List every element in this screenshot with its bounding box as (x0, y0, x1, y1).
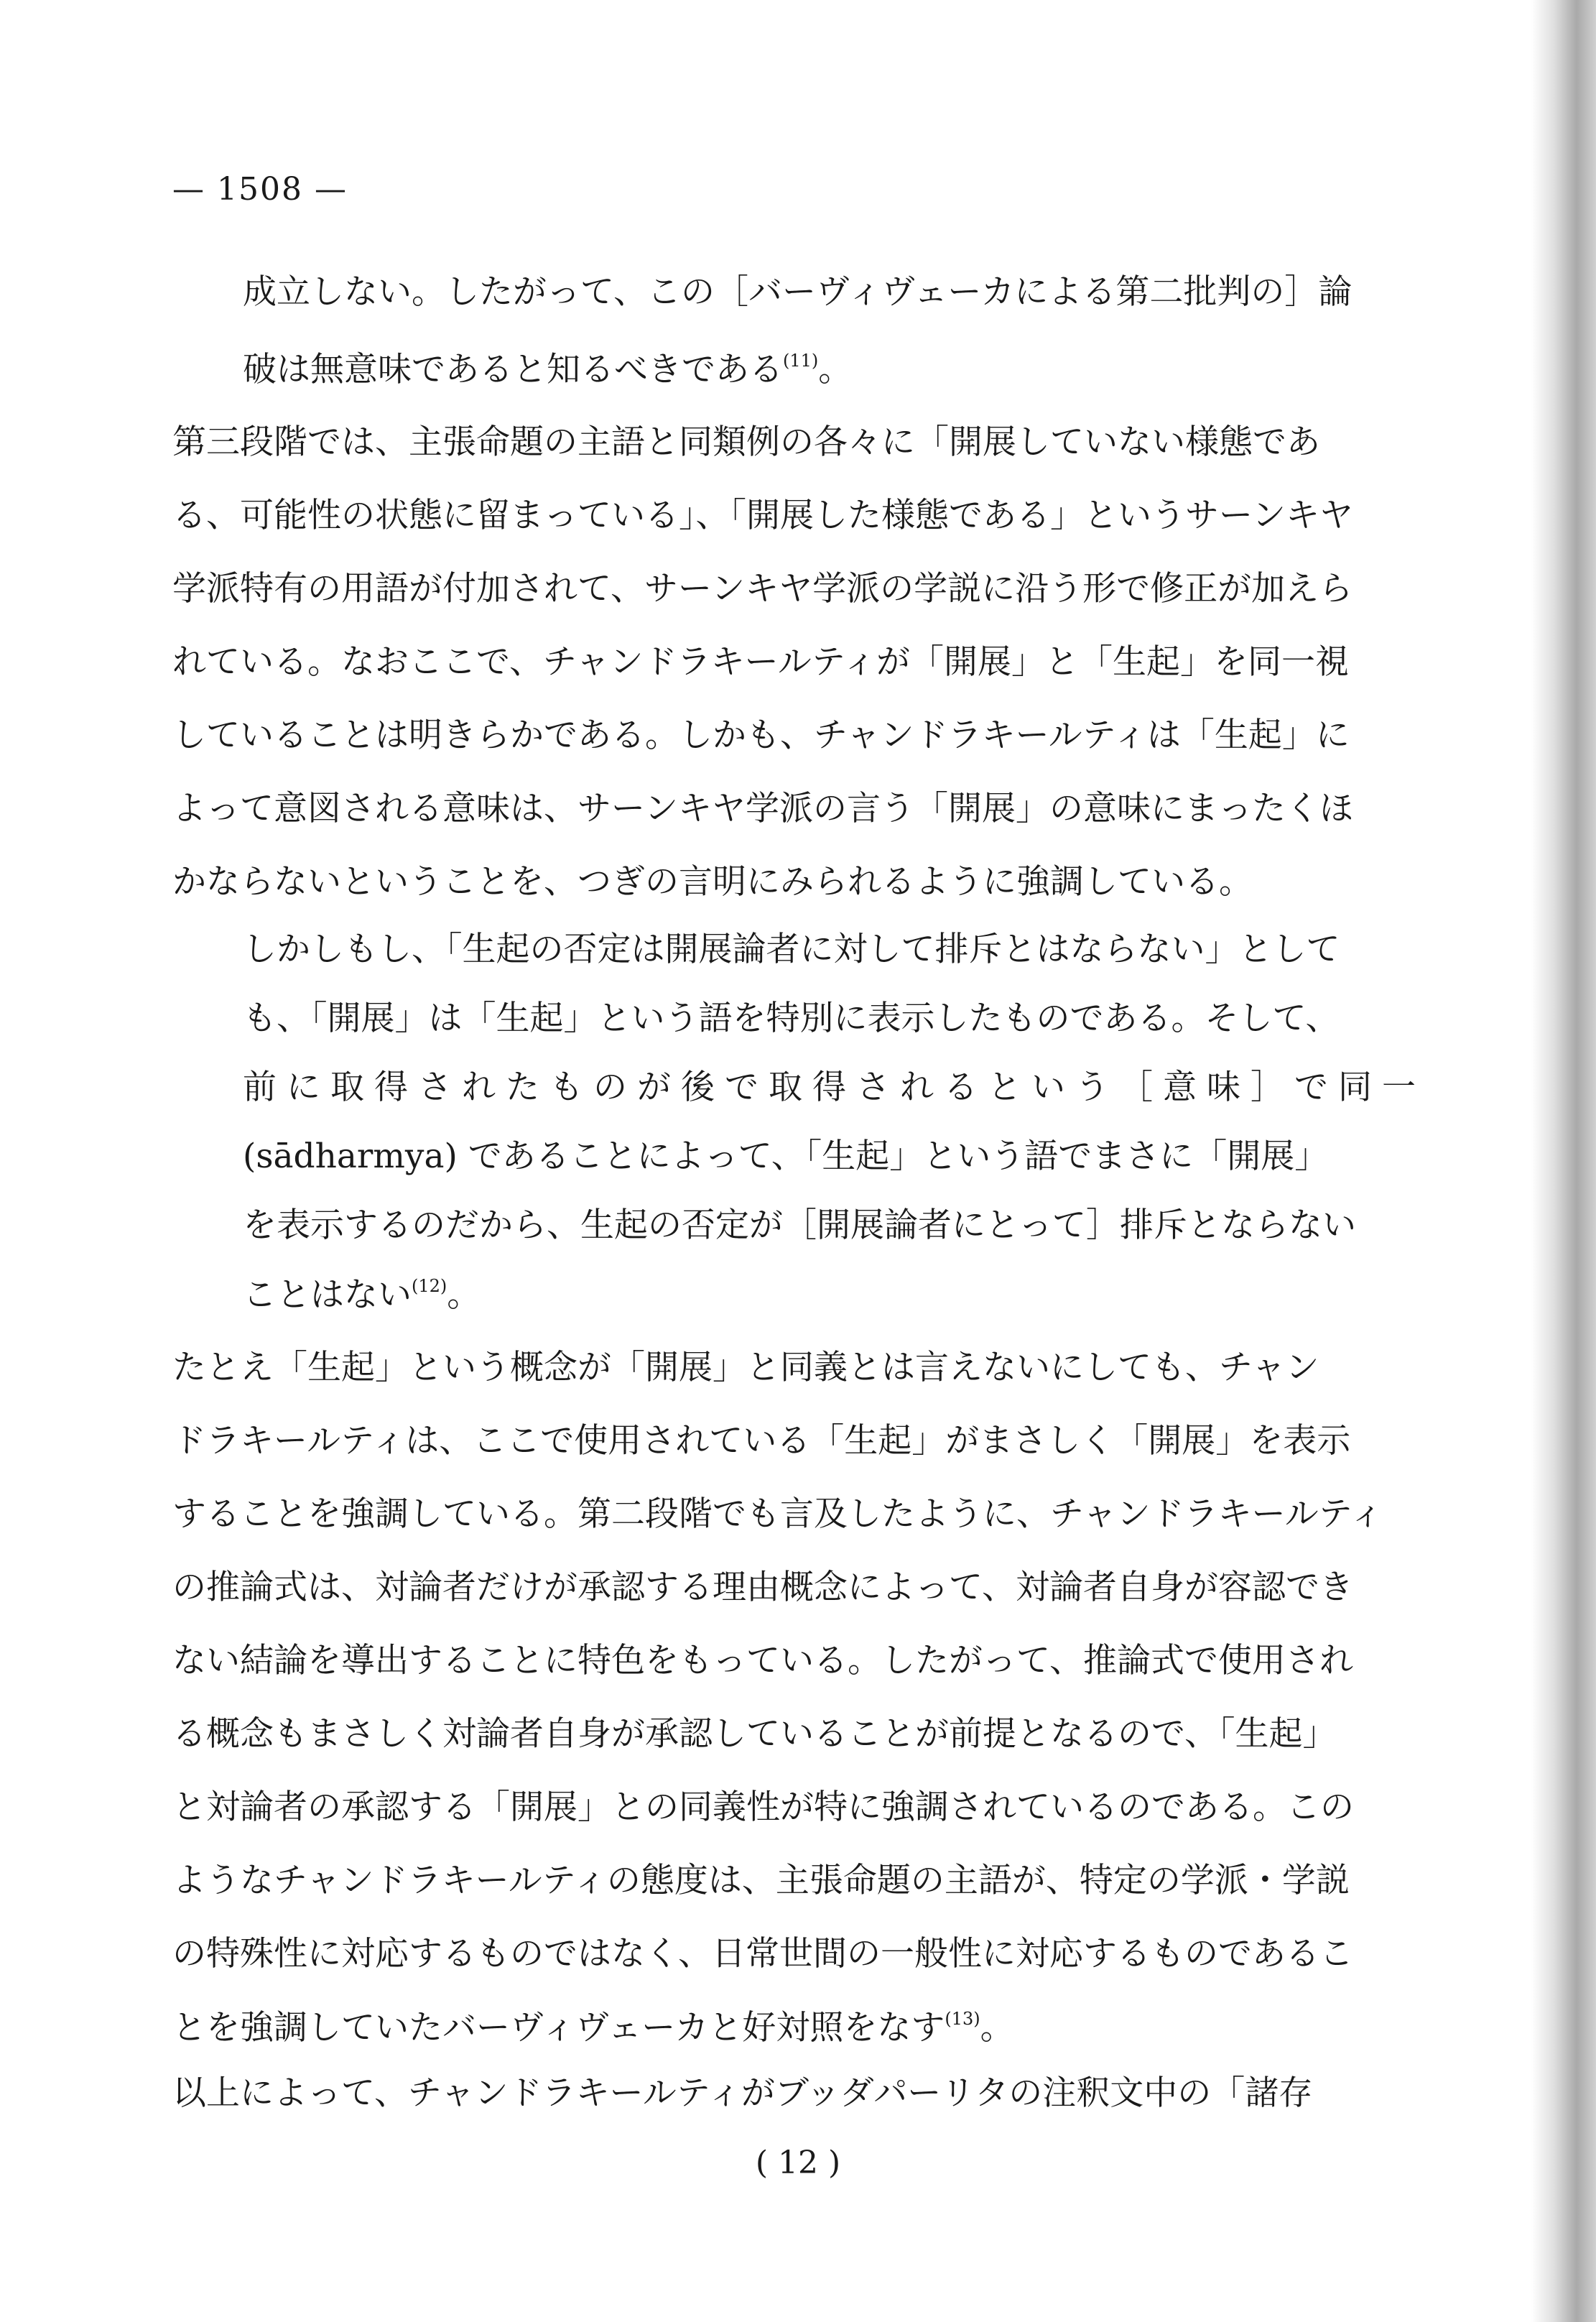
quote-line (243, 352, 852, 387)
body-text: とを強調していたバーヴィヴェーカと好対照をなす (172, 2008, 945, 2048)
body-line: ドラキールティは、ここで使用されている「生起」がまさしく「開展」を表示 (172, 1421, 1351, 1461)
footnote-ref: (12) (412, 1276, 447, 1296)
body-line: る、可能性の状態に留まっている」、「開展した様態である」というサーンキヤ (172, 496, 1354, 535)
quote-line: を表示するのだから、生起の否定が［開展論者にとって］排斥とならない (243, 1206, 1357, 1245)
quote-text: 破は無意味であると知るべきである (243, 350, 783, 389)
body-line: と対論者の承認する「開展」との同義性が特に強調されているのである。この (172, 1787, 1354, 1827)
body-line: かならないということを、つぎの言明にみられるように強調している。 (172, 862, 1253, 902)
body-line (172, 2008, 1014, 2048)
quote-text: ことはない (243, 1275, 412, 1315)
body-line: 学派特有の用語が付加されて、サーンキヤ学派の学説に沿う形で修正が加えら (172, 569, 1353, 609)
body-line: していることは明きらかである。しかも、チャンドラキールティは「生起」に (172, 716, 1350, 755)
body-line: る概念もまさしく対論者自身が承認していることが前提となるので、「生起」 (172, 1714, 1337, 1754)
quote-line: も、「開展」は「生起」という語を特別に表示したものである。そして、 (243, 999, 1340, 1038)
quote-line: 成立しない。したがって、この［バーヴィヴェーカによる第二批判の］論 (243, 272, 1353, 312)
page-header-number: — 1508 — (172, 171, 348, 208)
quote-line (243, 1275, 481, 1315)
body-line: ようなチャンドラキールティの態度は、主張命題の主語が、特定の学派・学説 (172, 1861, 1350, 1900)
quote-end: 。 (447, 1275, 481, 1315)
body-line: ない結論を導出することに特色をもっている。したがって、推論式で使用され (172, 1641, 1354, 1680)
quote-end: 。 (818, 350, 853, 389)
body-line: 第三段階では、主張命題の主語と同類例の各々に「開展していない様態であ (172, 422, 1320, 462)
footnote-ref: (11) (783, 351, 819, 371)
footnote-ref: (13) (945, 2009, 980, 2029)
body-line: れている。なおここで、チャンドラキールティが「開展」と「生起」を同一視 (172, 642, 1349, 682)
body-end: 。 (980, 2008, 1014, 2048)
quote-line: (sādharmya) であることによって、「生起」という語でまさに「開展」 (243, 1137, 1329, 1176)
body-line: 以上によって、チャンドラキールティがブッダパーリタの注釈文中の「諸存 (172, 2073, 1313, 2113)
body-line: の特殊性に対応するものではなく、日常世間の一般性に対応するものであるこ (172, 1934, 1354, 1974)
quote-line: 前に取得されたものが後で取得されるという［意味］で同一 (243, 1068, 1426, 1107)
body-line: の推論式は、対論者だけが承認する理由概念によって、対論者自身が容認でき (172, 1568, 1354, 1607)
page-edge-shadow (1531, 0, 1596, 2322)
page-footer-number: ( 12 ) (755, 2145, 841, 2181)
body-line: たとえ「生起」という概念が「開展」と同義とは言えないにしても、チャン (172, 1348, 1319, 1387)
body-line: することを強調している。第二段階でも言及したように、チャンドラキールティ (172, 1494, 1383, 1534)
body-line: よって意図される意味は、サーンキヤ学派の言う「開展」の意味にまったくほ (172, 789, 1354, 828)
quote-line: しかしもし、「生起の否定は開展論者に対して排斥とはならない」として (243, 930, 1340, 969)
